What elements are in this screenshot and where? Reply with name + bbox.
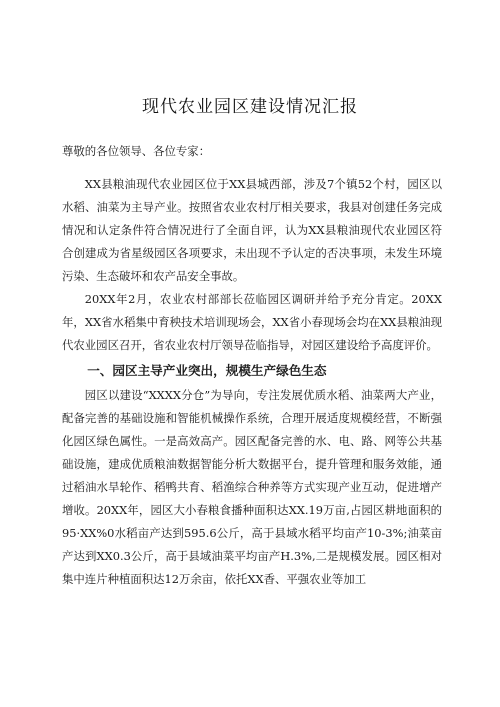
document-title: 现代农业园区建设情况汇报 [142,97,358,117]
greeting-line: 尊敬的各位领导、各位专家： [62,144,211,158]
paragraph-intro: XX县粮油现代农业园区位于XX县城西部，涉及7个镇52个村，园区以水稻、油菜为主导产业。按照省农业农村厅相关要求，我县对创建任务完成情况和认定条件符合情况进行了全面自评，认为XX县粮油现代农业园区符合创建成为省星级园区各项要求，未出现不予认定的否决事项，未发生环境污染、生态破坏和农产品安全事故。 [62,177,442,283]
paragraph-industry: 园区以建设“XXXX分仓”为导向，专注发展优质水稻、油菜两大产业，配备完善的基础设施和智能机械操作系统，合理开展适度规模经营，不断强化园区绿色属性。一是高效高产。园区配备完善的水、电、路、网等公共基础设施，建成优质粮油数据智能分析大数据平台，提升管理和服务效能，通过稻油水旱轮作、稻鸭共育、稻渔综合种养等方式实现产业互动，促进增产增收。20XX年，园区大小春粮食播种面积达XX.19万亩,占园区耕地面积的95·XX%0水稻亩产达到595.6公斤，高于县域水稻平均亩产10-3%;油菜亩产达到XX0.3公斤，高于县域油菜平均亩产H.3%,二是规模发展。园区相对集中连片种植面积达12万余亩，依托XX香、平强农业等加工 [62,388,442,586]
paragraph-visits: 20XX年2月，农业农村部部长莅临园区调研并给予充分肯定。20XX年，XX省水稻集中育秧技术培训现场会，XX省小春现场会均在XX县粮油现代农业园区召开，省农业农村厅领导莅临指导，对园区建设给予高度评价。 [62,292,442,352]
document-body [62,140,442,591]
section-heading-1: 一、园区主导产业突出，规模生产绿色生态 [87,363,327,378]
